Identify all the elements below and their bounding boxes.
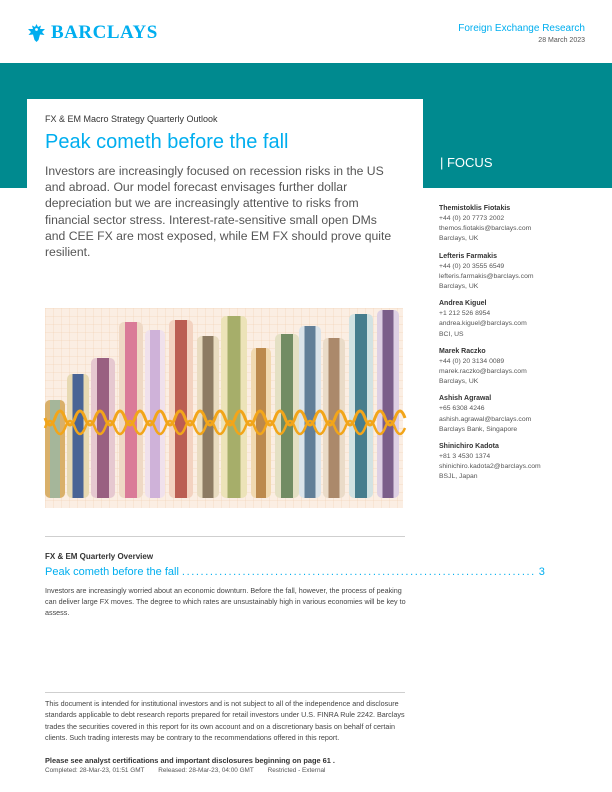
analyst-entity: BSJL, Japan bbox=[439, 473, 478, 481]
analyst-name: Shinichiro Kadota bbox=[439, 443, 499, 451]
analyst-name: Lefteris Farmakis bbox=[439, 252, 497, 260]
toc-entry[interactable] bbox=[45, 566, 545, 578]
report-title: Peak cometh before the fall bbox=[45, 131, 289, 153]
analyst-name: Marek Raczko bbox=[439, 347, 486, 355]
analyst-email[interactable]: themos.fiotakis@barclays.com bbox=[439, 225, 532, 233]
analyst-email[interactable]: shinichiro.kadota2@barclays.com bbox=[439, 463, 541, 471]
classification-label: Restricted - External bbox=[267, 767, 326, 774]
analyst-phone: +1 212 526 8954 bbox=[439, 310, 491, 318]
banknotes-photo bbox=[45, 308, 403, 508]
analyst-phone: +44 (0) 20 3555 6549 bbox=[439, 262, 505, 270]
toc-page-number[interactable]: 3 bbox=[538, 566, 545, 578]
banknote-print bbox=[175, 320, 187, 498]
released-timestamp: Released: 28-Mar-23, 04:00 GMT bbox=[158, 767, 254, 774]
banknote-print bbox=[97, 358, 109, 498]
banknote-print bbox=[355, 314, 367, 498]
disclaimer-text: This document is intended for institutional investors and is not subject to all of the independence and disclosure standards applicable to debt research reports prepared for retail investors under U.S. FINRA Rule 2242. Barclays trades the securities covered in this report for its own account and on a discretionary basis on behalf of certain clients. Such trading interests may be contrary to the recommendations offered in this report. bbox=[45, 699, 405, 743]
certification-notice: Please see analyst certifications and important disclosures beginning on page 61 . bbox=[45, 756, 335, 765]
report-header bbox=[458, 23, 585, 44]
analyst-phone: +44 (0) 20 7773 2002 bbox=[439, 215, 505, 222]
divider bbox=[45, 536, 405, 537]
analyst-entity: Barclays, UK bbox=[439, 283, 479, 291]
analyst-name: Andrea Kiguel bbox=[439, 300, 487, 308]
analyst-phone: +44 (0) 20 3134 0089 bbox=[439, 357, 505, 365]
analyst-email[interactable]: marek.raczko@barclays.com bbox=[439, 368, 527, 376]
analyst-entry bbox=[439, 252, 604, 293]
analyst-entry bbox=[439, 442, 604, 483]
analyst-email[interactable]: ashish.agrawal@barclays.com bbox=[439, 415, 532, 423]
analyst-entity: Barclays, UK bbox=[439, 235, 479, 243]
barclays-logo bbox=[27, 22, 158, 44]
analyst-entry bbox=[439, 347, 604, 388]
eagle-icon bbox=[27, 23, 46, 43]
brand-name: BARCLAYS bbox=[51, 22, 158, 43]
toc-title[interactable]: Peak cometh before the fall bbox=[45, 566, 179, 578]
banknote-print bbox=[383, 310, 394, 498]
analyst-email[interactable]: andrea.kiguel@barclays.com bbox=[439, 320, 527, 328]
analyst-entity: Barclays, UK bbox=[439, 378, 479, 386]
report-date: 28 March 2023 bbox=[538, 37, 585, 44]
banknote-print bbox=[256, 348, 266, 498]
banknote-print bbox=[150, 330, 160, 498]
analyst-entry bbox=[439, 394, 604, 435]
analyst-entity: BCI, US bbox=[439, 330, 464, 338]
analyst-name: Themistoklis Fiotakis bbox=[439, 205, 511, 212]
divider bbox=[45, 692, 405, 693]
analyst-phone: +65 6308 4246 bbox=[439, 405, 485, 413]
overview-label: FX & EM Quarterly Overview bbox=[45, 552, 154, 561]
banknote-print bbox=[305, 326, 316, 498]
analyst-list bbox=[439, 204, 604, 490]
analyst-phone: +81 3 4530 1374 bbox=[439, 453, 491, 461]
analyst-entity: Barclays Bank, Singapore bbox=[439, 425, 518, 433]
toc-leader: ............................................................................ bbox=[181, 566, 536, 578]
analyst-email[interactable]: lefteris.farmakis@barclays.com bbox=[439, 272, 534, 280]
completed-timestamp: Completed: 28-Mar-23, 01:51 GMT bbox=[45, 767, 145, 774]
analyst-entry bbox=[439, 299, 604, 340]
overview-text: Investors are increasingly worried about an economic downturn. Before the fall, however, the process of peaking can deliver large FX moves. The degree to which rates are unsustainably high in various economies will be key to assess. bbox=[45, 586, 406, 618]
analyst-name: Ashish Agrawal bbox=[439, 395, 492, 403]
focus-label: | FOCUS bbox=[440, 155, 493, 170]
department-label: Foreign Exchange Research bbox=[458, 23, 585, 34]
publication-meta bbox=[45, 767, 337, 774]
analyst-entry bbox=[439, 204, 604, 245]
banknote-print bbox=[228, 316, 241, 498]
series-title: FX & EM Macro Strategy Quarterly Outlook bbox=[45, 114, 218, 124]
banknote-print bbox=[73, 374, 84, 498]
banknote-print bbox=[125, 322, 137, 498]
intro-paragraph: Investors are increasingly focused on recession risks in the US and abroad. Our model forecast envisages further dollar depreciation but we are increasingly attentive to risks from financial sector stress. Interest-rate-sensitive small open DMs and CEE FX are most exposed, while EM FX should prove quite resilient. bbox=[45, 164, 392, 260]
